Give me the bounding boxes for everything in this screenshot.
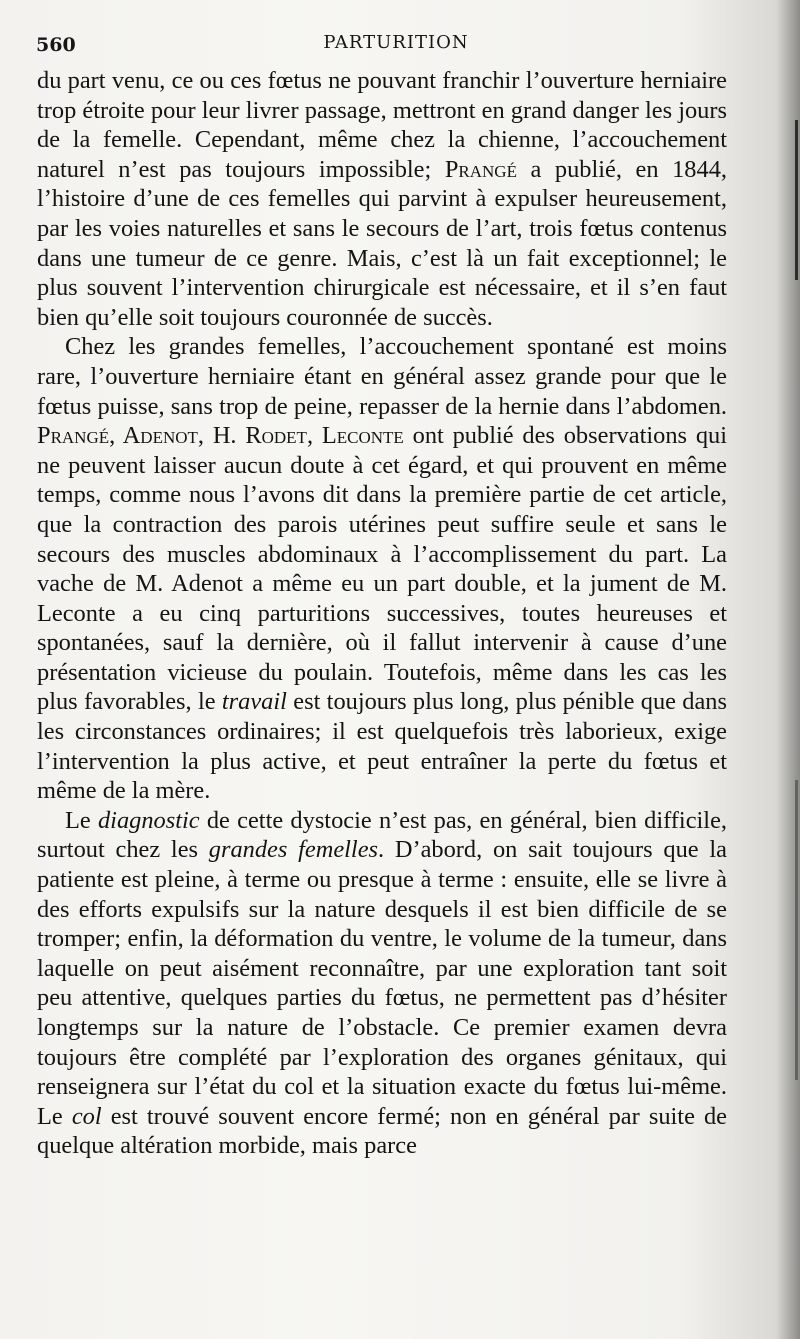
page-header bbox=[36, 30, 726, 60]
italic-term: diagnostic bbox=[97, 806, 200, 834]
text-run: de cette dystocie n’est pas, en général, bien difficile, surtout chez les bbox=[37, 806, 727, 864]
page-edge-shadow bbox=[795, 780, 798, 1080]
italic-term: col bbox=[71, 1102, 102, 1130]
text-run: a publié, en 1844, l’histoire d’une de ces femelles qui parvint à expulser heureusement, par les voies naturelles et sans le secours de l’art, trois fœtus contenus dans une tumeur de ce genre. Mais, c’est là un fait exceptionnel; le plus souvent l’intervention chirurgicale est nécessaire, et il s’en faut bien qu’elle soit toujours couronnée de succès. bbox=[37, 155, 727, 331]
italic-term: grandes femelles bbox=[208, 836, 379, 864]
text-run: Chez les grandes femelles, l’accouchement spontané est moins rare, l’ouverture herniaire étant en général assez grande pour que le fœtus puisse, sans trop de peine, repasser de la hernie dans l’abdomen. bbox=[37, 333, 727, 420]
text-run: . D’abord, on sait toujours que la patiente est pleine, à terme ou presque à terme : ensuite, elle se livre à des efforts expulsifs sur la nature desquels il est bien difficile de se tromper; enfin, la déformation du ventre, le volume de la tumeur, dans laquelle on peut aisément reconnaître, par une exploration tant soit peu attentive, quelques parties du fœtus, ne permettent pas d’hésiter longtemps sur la nature de l’obstacle. Ce premier examen devra toujours être complété par l’exploration des organes génitaux, qui renseignera sur l’état du col et la situation exacte du fœtus lui-même. Le bbox=[37, 836, 727, 1130]
page-number: 560 bbox=[36, 34, 76, 56]
text-run: ont publié des observations qui ne peuvent laisser aucun doute à cet égard, et qui prouvent en même temps, comme nous l’avons dit dans la première partie de cet article, que la contraction des parois utérines peut suffire seule et sans le secours des muscles abdominaux à l’accomplissement du part. La vache de M. Adenot a même eu un part double, et la jument de M. Leconte a eu cinq parturitions successives, toutes heureuses et spontanées, sauf la dernière, où il fallut intervenir à cause d’une présentation vicieuse du poulain. Toutefois, même dans les cas les plus favorables, le bbox=[37, 422, 728, 716]
body-text bbox=[37, 66, 727, 1161]
text-run: Le bbox=[65, 806, 98, 834]
page-edge-shadow bbox=[795, 120, 798, 280]
small-caps-name: Prangé bbox=[444, 155, 517, 183]
text-run: est toujours plus long, plus pénible que dans les circonstances ordinaires; il est quelquefois très laborieux, exige l’intervention la plus active, et peut entraîner la perte du fœtus et même de la mère. bbox=[37, 688, 727, 805]
paragraph bbox=[37, 66, 727, 332]
running-title: PARTURITION bbox=[323, 32, 469, 53]
text-run: du part venu, ce ou ces fœtus ne pouvant franchir l’ouverture herniaire trop étroite pour leur livrer passage, mettront en grand danger les jours de la femelle. Cependant, même chez la chienne, l’accouchement naturel n’est pas toujours impossible; bbox=[37, 67, 727, 183]
paragraph bbox=[37, 806, 727, 1161]
italic-term: travail bbox=[221, 688, 287, 716]
text-run: est trouvé souvent encore fermé; non en général par suite de quelque altération morbide, mais parce bbox=[37, 1102, 728, 1160]
paragraph bbox=[37, 332, 727, 806]
small-caps-name: Prangé, Adenot, H. Rodet, Leconte bbox=[37, 422, 404, 450]
